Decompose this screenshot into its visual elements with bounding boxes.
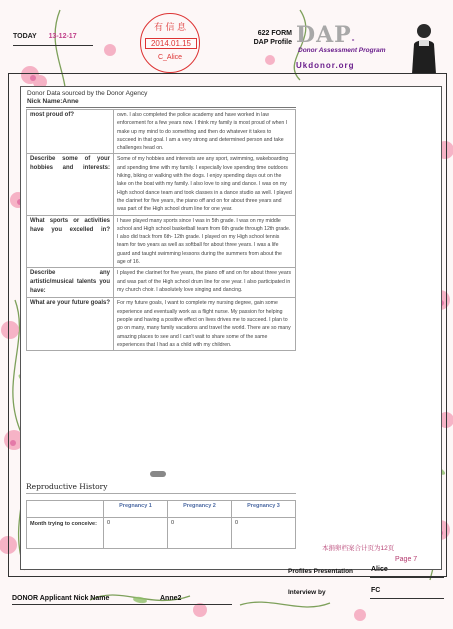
form-subtitle: DAP Profile [253,39,292,46]
dap-logo [296,22,406,70]
today-label: TODAY [13,33,37,40]
form-number: 622 FORM [257,30,292,37]
person-silhouette-icon [407,22,441,74]
stamp-date: 2014.01.15 [145,38,197,49]
question-cell: most proud of? [27,110,114,154]
answer-cell: I played the clarinet for five years, the piano off and on for about three years and was part of the High school drum line for one year. I also participated in my church choir. I absolutely love singing and dancing. [114,268,296,298]
interview-value: FC [371,587,381,594]
page-count-note: 本捐卵档案合计页为12页 [322,545,395,552]
presentation-underline [370,577,444,578]
stamp-bottom-text: C_Alice [157,54,183,61]
today-value: 13-12-17 [48,33,77,40]
answer-cell: For my future goals, I want to complete my nursing degree, gain some experience and eventually work as a flight nurse. My passion for helping people and having a positive effect on lives drives me to succeed. I plan to go on many, many family vacations and travel the world. There are so many amazing places to see and I can't wait to share some of the same experiences that I had as a child with my children. [114,298,296,351]
question-cell: What sports or activities have you excelled in? [27,215,114,268]
logo-subtitle: Donor Assessment Program [298,47,386,54]
divider [26,493,296,494]
interview-underline [370,598,444,599]
page-number: Page 7 [395,556,418,563]
pregnancy-table [26,500,296,549]
pregnancy-header-cell [27,501,104,518]
donor-source-line: Donor Data sourced by the Donor Agency [27,90,148,97]
interview-label: Interview by [288,589,326,596]
pregnancy-header-cell: Pregnancy 1 [104,501,168,518]
pregnancy-row-label: Month trying to conceive: [27,518,104,549]
today-date [13,33,77,40]
qa-row [27,298,296,351]
divider [26,107,296,108]
answer-cell: I have played many sports since I was in 5th grade. I was on my middle school and High school basketball team from 6th grade through 12th grade. I also did track from 6th- 12th grade. I played on my High school tennis team for two years as well as softball for about three years. I was a life guard and taught swimming lessons during the summers from about the age of 16. [114,215,296,268]
answer-cell: Some of my hobbies and interests are any sport, swimming, wakeboarding and spending time with my family. I especially love spending time outdoors hiking, biking or walking with the dogs. I enjoy spending days out on the lake on the boat with my family. I also love to sing and dance. I was on my High school dance team and took classes in a dance studio as well. I played the clarinet for five years, the piano off and on for about three years and was part of the High school drum line for one year. [114,154,296,215]
red-seal-stamp [140,13,200,73]
pregnancy-header-cell: Pregnancy 2 [168,501,232,518]
form-title [234,29,292,47]
question-cell: What are your future goals? [27,298,114,351]
presentation-value: Alice [371,566,388,573]
qa-row [27,215,296,268]
donor-underline [12,604,232,605]
pregnancy-value-cell: 0 [168,518,232,549]
donor-nick-name-label: DONOR Applicant Nick Name [12,595,110,602]
pregnancy-value-cell: 0 [104,518,168,549]
questionnaire-table [26,109,296,351]
answer-cell: own. I also completed the police academy and have worked in law enforcement for a few years now. I think my family is most proud of when I make up my mind to do something and then do whatever it takes to succeed in that goal. I am a very strong and determined person and take challenges head on. [114,110,296,154]
donor-nick-name-value: Anne2 [160,595,182,602]
stamp-top-text: 有 信 息 [153,22,186,32]
presentation-label: Profiles Presentation [288,568,354,575]
qa-row [27,110,296,154]
page-break-dots-icon [150,471,166,477]
qa-row [27,268,296,298]
question-cell: Describe any artistic/musical talents you have: [27,268,114,298]
pregnancy-header-row [27,501,296,518]
logo-org: -Ukdonor.org [296,35,356,70]
pregnancy-row [27,518,296,549]
pregnancy-header-cell: Pregnancy 3 [232,501,296,518]
reproductive-history-title: Reproductive History [26,482,108,491]
pregnancy-value-cell: 0 [232,518,296,549]
question-cell: Describe some of your hobbies and interests: [27,154,114,215]
qa-row [27,154,296,215]
logo-text: DAP [296,22,352,48]
date-underline [13,45,93,46]
nick-name-line: Nick Name:Anne [27,98,79,105]
